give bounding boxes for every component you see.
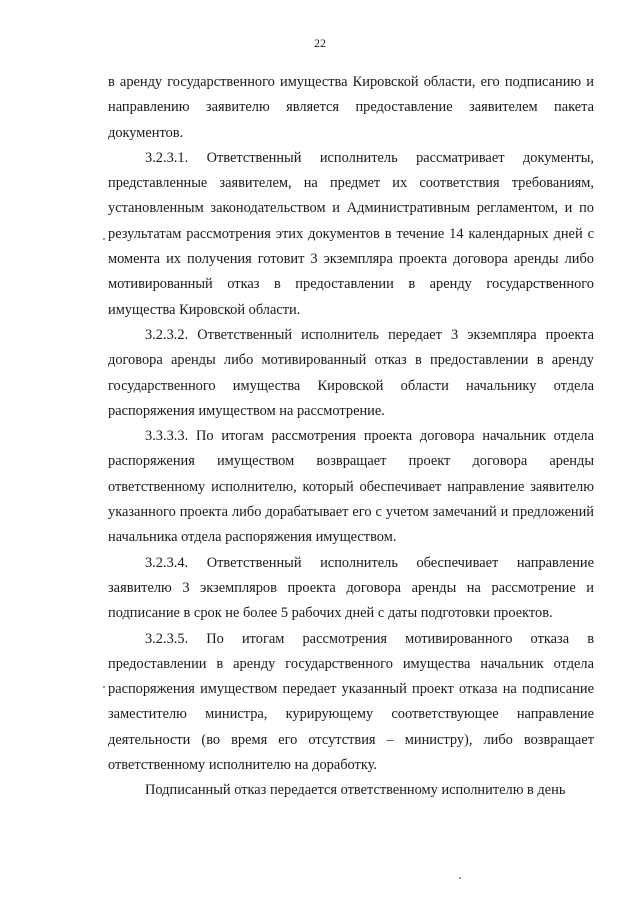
scan-speck bbox=[459, 877, 461, 879]
document-body bbox=[108, 70, 594, 804]
paragraph-continuation: в аренду государственного имущества Кировской области, его подписанию и направлению заявителю является предоставление заявителем пакета документов. bbox=[108, 74, 594, 141]
page-number: 22 bbox=[314, 36, 326, 50]
paragraph-signed-refusal: Подписанный отказ передается ответственному исполнителю в день bbox=[145, 782, 566, 799]
paragraph-3-2-3-4: 3.2.3.4. Ответственный исполнитель обеспечивает направление заявителю 3 экземпляров проекта договора аренды на рассмотрение и подписание в срок не более 5 рабочих дней с даты подготовки проектов. bbox=[108, 554, 594, 622]
scan-speck bbox=[103, 238, 105, 240]
scan-speck bbox=[103, 686, 105, 688]
paragraph-3-2-3-5: 3.2.3.5. По итогам рассмотрения мотивированного отказа в предоставлении в аренду государственного имущества начальник отдела распоряжения имуществом передает указанный проект отказа на подписание заместителю министра, курирующему соответствующее направление деятельности (во время его отсутствия – министру), либо возвращает ответственному исполнителю на доработку. bbox=[108, 630, 594, 774]
paragraph-3-3-3-3: 3.3.3.3. По итогам рассмотрения проекта договора начальник отдела распоряжения имуществом возвращает проект договора аренды ответственному исполнителю, который обеспечивает направление заявителю указанного проекта либо дорабатывает его с учетом замечаний и предложений начальника отдела распоряжения имуществом. bbox=[108, 428, 594, 546]
paragraph-3-2-3-2: 3.2.3.2. Ответственный исполнитель передает 3 экземпляра проекта договора аренды либо мотивированный отказ в предоставлении в аренду государственного имущества Кировской области начальнику отдела распоряжения имуществом на рассмотрение. bbox=[108, 326, 594, 419]
paragraph-3-2-3-1: 3.2.3.1. Ответственный исполнитель рассматривает документы, представленные заявителем, на предмет их соответствия требованиям, установленным законодательством и Административным регламентом, и по результатам рассмотрения этих документов в течение 14 календарных дней с момента их получения готовит 3 экземпляра проекта договора аренды либо мотивированный отказ в предоставлении в аренду государственного имущества Кировской области. bbox=[108, 149, 594, 318]
